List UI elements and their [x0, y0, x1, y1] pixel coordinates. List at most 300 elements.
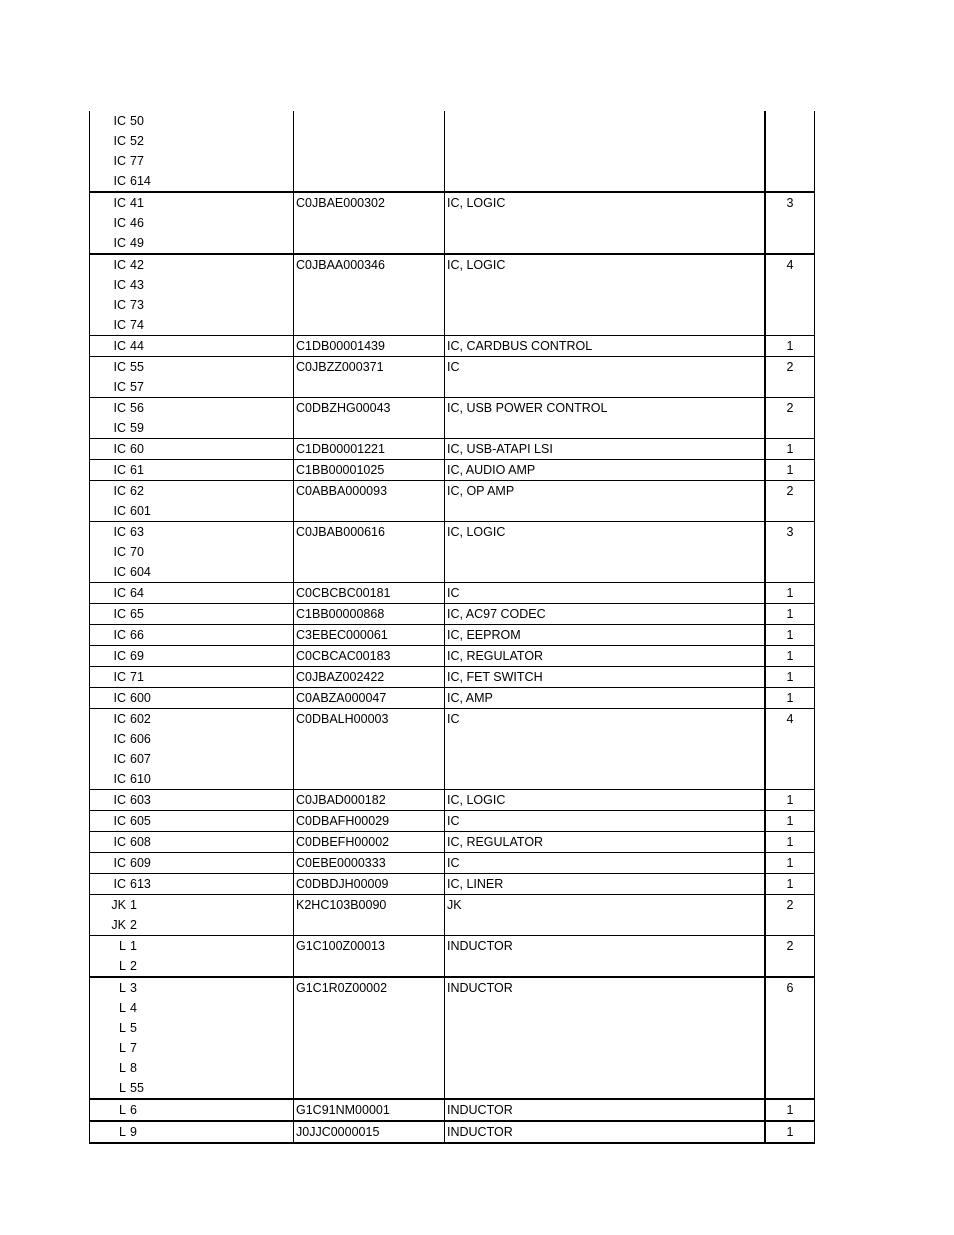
ref-designator — [90, 604, 293, 624]
part-number-cell — [294, 709, 445, 790]
ref-cell — [90, 874, 294, 895]
table-row — [90, 583, 815, 604]
ref-designator — [90, 874, 293, 894]
part-number: G1C1R0Z00002 — [296, 981, 388, 995]
ref-cell — [90, 522, 294, 583]
part-number: C0CBCAC00183 — [296, 649, 391, 663]
part-quantity: 3 — [786, 196, 794, 210]
part-description-cell — [445, 604, 766, 625]
part-number: G1C100Z00013 — [296, 939, 385, 953]
part-quantity-cell — [765, 709, 815, 790]
part-description: IC, EEPROM — [447, 628, 521, 642]
part-number-cell — [294, 357, 445, 398]
part-quantity-cell — [765, 192, 815, 254]
ref-designator — [90, 790, 293, 810]
ref-number: 7 — [130, 1041, 137, 1055]
part-quantity: 1 — [786, 793, 794, 807]
ref-number: 61 — [130, 463, 144, 477]
ref-designator — [90, 131, 293, 151]
ref-designator — [90, 956, 293, 976]
part-quantity: 2 — [786, 401, 794, 415]
part-description-cell — [445, 398, 766, 439]
ref-number: 606 — [130, 732, 151, 746]
part-description-cell — [445, 895, 766, 936]
part-quantity: 6 — [786, 981, 794, 995]
part-number: C0ABZA000047 — [296, 691, 387, 705]
ref-number: 605 — [130, 814, 151, 828]
ref-prefix: L — [119, 1061, 126, 1075]
table-row — [90, 688, 815, 709]
ref-number: 614 — [130, 174, 151, 188]
ref-designator — [90, 583, 293, 603]
ref-number: 62 — [130, 484, 144, 498]
ref-designator — [90, 1122, 293, 1142]
part-quantity: 1 — [786, 1125, 794, 1139]
ref-cell — [90, 111, 294, 192]
ref-designator — [90, 171, 293, 191]
ref-designator — [90, 275, 293, 295]
part-description: INDUCTOR — [447, 1103, 513, 1117]
part-number: C0JBAZ002422 — [296, 670, 385, 684]
part-description-cell — [445, 977, 766, 1099]
part-quantity-cell — [765, 481, 815, 522]
part-description — [445, 111, 764, 131]
part-quantity: 3 — [786, 525, 794, 539]
ref-designator — [90, 832, 293, 852]
ref-prefix: IC — [113, 278, 126, 292]
ref-prefix: IC — [113, 401, 126, 415]
part-description: IC, AUDIO AMP — [447, 463, 536, 477]
table-row — [90, 460, 815, 481]
part-description-cell — [445, 481, 766, 522]
part-number: C0DBAFH00029 — [296, 814, 390, 828]
ref-designator — [90, 646, 293, 666]
part-quantity — [766, 111, 814, 131]
part-description-cell — [445, 522, 766, 583]
part-description-cell — [445, 709, 766, 790]
part-number-cell — [294, 667, 445, 688]
ref-number: 71 — [130, 670, 144, 684]
part-number-cell — [294, 936, 445, 978]
ref-number: 74 — [130, 318, 144, 332]
ref-designator — [90, 729, 293, 749]
table-row — [90, 811, 815, 832]
ref-prefix: IC — [113, 318, 126, 332]
ref-number: 56 — [130, 401, 144, 415]
ref-prefix: IC — [113, 525, 126, 539]
part-quantity-cell — [765, 667, 815, 688]
ref-prefix: IC — [113, 236, 126, 250]
ref-number: 2 — [130, 959, 137, 973]
ref-number: 601 — [130, 504, 151, 518]
part-quantity-cell — [765, 790, 815, 811]
part-number-cell — [294, 646, 445, 667]
ref-number: 70 — [130, 545, 144, 559]
ref-number: 52 — [130, 134, 144, 148]
ref-designator — [90, 193, 293, 213]
ref-number: 8 — [130, 1061, 137, 1075]
ref-prefix: IC — [113, 134, 126, 148]
ref-number: 64 — [130, 586, 144, 600]
table-row — [90, 254, 815, 336]
part-description-cell — [445, 832, 766, 853]
ref-prefix: IC — [113, 174, 126, 188]
part-description: INDUCTOR — [447, 981, 513, 995]
part-quantity-cell — [765, 604, 815, 625]
part-quantity: 2 — [786, 360, 794, 374]
table-row — [90, 192, 815, 254]
ref-designator — [90, 398, 293, 418]
table-row — [90, 977, 815, 1099]
ref-prefix: IC — [113, 649, 126, 663]
part-quantity: 2 — [786, 939, 794, 953]
ref-designator — [90, 1058, 293, 1078]
ref-designator — [90, 233, 293, 253]
part-description-cell — [445, 811, 766, 832]
part-quantity-cell — [765, 336, 815, 357]
ref-prefix: L — [119, 1125, 126, 1139]
table-row — [90, 853, 815, 874]
part-number-cell — [294, 481, 445, 522]
part-quantity: 1 — [786, 814, 794, 828]
part-number-cell — [294, 192, 445, 254]
ref-designator — [90, 1078, 293, 1098]
part-quantity: 1 — [786, 339, 794, 353]
table-row — [90, 936, 815, 978]
part-description-cell — [445, 936, 766, 978]
part-number-cell — [294, 439, 445, 460]
part-number-cell — [294, 832, 445, 853]
ref-prefix: IC — [113, 258, 126, 272]
part-number-cell — [294, 111, 445, 192]
part-number: C0JBAA000346 — [296, 258, 385, 272]
ref-number: 4 — [130, 1001, 137, 1015]
part-quantity-cell — [765, 460, 815, 481]
ref-number: 50 — [130, 114, 144, 128]
ref-number: 44 — [130, 339, 144, 353]
ref-prefix: L — [119, 939, 126, 953]
part-description: IC, CARDBUS CONTROL — [447, 339, 593, 353]
part-number-cell — [294, 522, 445, 583]
part-quantity: 1 — [786, 877, 794, 891]
ref-prefix: IC — [113, 504, 126, 518]
ref-number: 77 — [130, 154, 144, 168]
part-quantity: 1 — [786, 856, 794, 870]
table-row — [90, 625, 815, 646]
part-quantity-cell — [765, 977, 815, 1099]
ref-number: 46 — [130, 216, 144, 230]
ref-number: 3 — [130, 981, 137, 995]
ref-prefix: IC — [113, 772, 126, 786]
part-number-cell — [294, 1121, 445, 1143]
parts-list-body — [90, 111, 815, 1143]
table-row — [90, 895, 815, 936]
part-description-cell — [445, 874, 766, 895]
ref-designator — [90, 481, 293, 501]
ref-number: 9 — [130, 1125, 137, 1139]
part-number-cell — [294, 460, 445, 481]
ref-prefix: IC — [113, 545, 126, 559]
ref-prefix: IC — [113, 421, 126, 435]
ref-number: 73 — [130, 298, 144, 312]
part-quantity: 1 — [786, 607, 794, 621]
ref-designator — [90, 111, 293, 131]
part-quantity: 1 — [786, 442, 794, 456]
ref-prefix: IC — [113, 484, 126, 498]
table-row — [90, 357, 815, 398]
ref-number: 55 — [130, 360, 144, 374]
ref-designator — [90, 709, 293, 729]
ref-designator — [90, 1100, 293, 1120]
ref-prefix: IC — [113, 712, 126, 726]
ref-cell — [90, 646, 294, 667]
part-quantity-cell — [765, 625, 815, 646]
ref-cell — [90, 192, 294, 254]
part-description-cell — [445, 790, 766, 811]
part-quantity-cell — [765, 811, 815, 832]
part-description-cell — [445, 460, 766, 481]
part-number-cell — [294, 895, 445, 936]
part-number-cell — [294, 336, 445, 357]
ref-number: 607 — [130, 752, 151, 766]
ref-cell — [90, 481, 294, 522]
ref-designator — [90, 213, 293, 233]
part-description: IC, REGULATOR — [447, 835, 544, 849]
ref-number: 6 — [130, 1103, 137, 1117]
part-number-cell — [294, 874, 445, 895]
part-quantity: 2 — [786, 484, 794, 498]
part-number: C0DBEFH00002 — [296, 835, 390, 849]
part-description: IC, LOGIC — [447, 793, 506, 807]
ref-number: 604 — [130, 565, 151, 579]
part-description-cell — [445, 254, 766, 336]
ref-number: 41 — [130, 196, 144, 210]
part-description: INDUCTOR — [447, 1125, 513, 1139]
ref-designator — [90, 1018, 293, 1038]
ref-designator — [90, 625, 293, 645]
part-description: INDUCTOR — [447, 939, 513, 953]
ref-designator — [90, 769, 293, 789]
part-quantity-cell — [765, 895, 815, 936]
part-number: C0JBAB000616 — [296, 525, 385, 539]
part-number-cell — [294, 1099, 445, 1121]
ref-designator — [90, 749, 293, 769]
part-number: C0EBE0000333 — [296, 856, 386, 870]
ref-designator — [90, 315, 293, 335]
ref-cell — [90, 853, 294, 874]
part-number: C0DBDJH00009 — [296, 877, 389, 891]
ref-prefix: IC — [113, 732, 126, 746]
part-number: G1C91NM00001 — [296, 1103, 390, 1117]
ref-cell — [90, 811, 294, 832]
ref-designator — [90, 501, 293, 521]
ref-cell — [90, 688, 294, 709]
ref-prefix: L — [119, 1021, 126, 1035]
part-quantity: 1 — [786, 628, 794, 642]
part-number-cell — [294, 688, 445, 709]
table-row — [90, 522, 815, 583]
part-quantity: 1 — [786, 1103, 794, 1117]
part-quantity-cell — [765, 357, 815, 398]
part-quantity-cell — [765, 832, 815, 853]
part-description-cell — [445, 625, 766, 646]
ref-number: 69 — [130, 649, 144, 663]
part-number: C0CBCBC00181 — [296, 586, 391, 600]
ref-cell — [90, 625, 294, 646]
part-number: C3EBEC000061 — [296, 628, 388, 642]
table-row — [90, 604, 815, 625]
part-description-cell — [445, 688, 766, 709]
ref-cell — [90, 336, 294, 357]
table-row — [90, 667, 815, 688]
part-description: IC, USB-ATAPI LSI — [447, 442, 553, 456]
ref-cell — [90, 604, 294, 625]
ref-designator — [90, 688, 293, 708]
table-row — [90, 111, 815, 192]
ref-prefix: L — [119, 981, 126, 995]
part-description: IC, LOGIC — [447, 525, 506, 539]
ref-cell — [90, 460, 294, 481]
part-number-cell — [294, 790, 445, 811]
part-description: IC, AC97 CODEC — [447, 607, 546, 621]
part-number-cell — [294, 398, 445, 439]
part-quantity-cell — [765, 522, 815, 583]
part-number: C0DBALH00003 — [296, 712, 389, 726]
ref-designator — [90, 853, 293, 873]
part-number-cell — [294, 853, 445, 874]
ref-number: 42 — [130, 258, 144, 272]
part-number: C0ABBA000093 — [296, 484, 388, 498]
part-quantity-cell — [765, 398, 815, 439]
ref-designator — [90, 460, 293, 480]
ref-designator — [90, 998, 293, 1018]
ref-prefix: IC — [113, 691, 126, 705]
ref-number: 600 — [130, 691, 151, 705]
part-description: IC, LOGIC — [447, 196, 506, 210]
ref-prefix: L — [119, 1001, 126, 1015]
part-description: IC — [447, 856, 460, 870]
ref-cell — [90, 895, 294, 936]
part-description-cell — [445, 111, 766, 192]
part-description: JK — [447, 898, 462, 912]
part-quantity-cell — [765, 111, 815, 192]
part-quantity-cell — [765, 254, 815, 336]
part-number: K2HC103B0090 — [296, 898, 387, 912]
ref-number: 602 — [130, 712, 151, 726]
part-description-cell — [445, 336, 766, 357]
ref-number: 55 — [130, 1081, 144, 1095]
part-quantity-cell — [765, 688, 815, 709]
part-number-cell — [294, 254, 445, 336]
ref-number: 613 — [130, 877, 151, 891]
part-quantity-cell — [765, 646, 815, 667]
part-quantity: 4 — [786, 258, 794, 272]
ref-number: 610 — [130, 772, 151, 786]
ref-cell — [90, 667, 294, 688]
part-description-cell — [445, 1121, 766, 1143]
ref-prefix: IC — [113, 298, 126, 312]
part-description-cell — [445, 667, 766, 688]
part-quantity-cell — [765, 874, 815, 895]
ref-designator — [90, 439, 293, 459]
part-number: C1BB00000868 — [296, 607, 385, 621]
ref-designator — [90, 1038, 293, 1058]
ref-prefix: IC — [113, 380, 126, 394]
part-quantity: 1 — [786, 691, 794, 705]
ref-prefix: IC — [113, 339, 126, 353]
part-number-cell — [294, 811, 445, 832]
ref-number: 603 — [130, 793, 151, 807]
ref-prefix: IC — [113, 196, 126, 210]
part-description-cell — [445, 357, 766, 398]
ref-prefix: IC — [113, 114, 126, 128]
ref-prefix: IC — [113, 586, 126, 600]
ref-number: 60 — [130, 442, 144, 456]
ref-number: 65 — [130, 607, 144, 621]
ref-prefix: L — [119, 1081, 126, 1095]
part-description-cell — [445, 192, 766, 254]
ref-designator — [90, 336, 293, 356]
part-description: IC, FET SWITCH — [447, 670, 543, 684]
ref-prefix: IC — [113, 856, 126, 870]
ref-prefix: IC — [113, 835, 126, 849]
ref-designator — [90, 667, 293, 687]
ref-designator — [90, 357, 293, 377]
part-description: IC, USB POWER CONTROL — [447, 401, 608, 415]
table-row — [90, 874, 815, 895]
part-description: IC, LINER — [447, 877, 504, 891]
ref-prefix: IC — [113, 216, 126, 230]
ref-number: 49 — [130, 236, 144, 250]
table-row — [90, 1099, 815, 1121]
ref-prefix: L — [119, 959, 126, 973]
part-description: IC, AMP — [447, 691, 493, 705]
part-description: IC — [447, 712, 460, 726]
part-description-cell — [445, 853, 766, 874]
part-quantity: 1 — [786, 670, 794, 684]
ref-designator — [90, 542, 293, 562]
ref-number: 2 — [130, 918, 137, 932]
table-row — [90, 646, 815, 667]
part-number: C0JBZZ000371 — [296, 360, 384, 374]
part-quantity-cell — [765, 1121, 815, 1143]
ref-cell — [90, 398, 294, 439]
ref-cell — [90, 832, 294, 853]
table-row — [90, 709, 815, 790]
ref-prefix: IC — [113, 463, 126, 477]
ref-cell — [90, 357, 294, 398]
part-quantity: 4 — [786, 712, 794, 726]
part-quantity-cell — [765, 853, 815, 874]
part-quantity-cell — [765, 1099, 815, 1121]
ref-number: 66 — [130, 628, 144, 642]
part-description-cell — [445, 1099, 766, 1121]
part-description: IC, OP AMP — [447, 484, 515, 498]
ref-number: 43 — [130, 278, 144, 292]
ref-number: 57 — [130, 380, 144, 394]
ref-cell — [90, 1121, 294, 1143]
ref-designator — [90, 151, 293, 171]
part-number: C0JBAE000302 — [296, 196, 385, 210]
table-row — [90, 790, 815, 811]
ref-cell — [90, 977, 294, 1099]
part-description: IC, REGULATOR — [447, 649, 544, 663]
part-description-cell — [445, 439, 766, 460]
ref-designator — [90, 418, 293, 438]
table-row — [90, 832, 815, 853]
part-number-cell — [294, 604, 445, 625]
ref-designator — [90, 936, 293, 956]
